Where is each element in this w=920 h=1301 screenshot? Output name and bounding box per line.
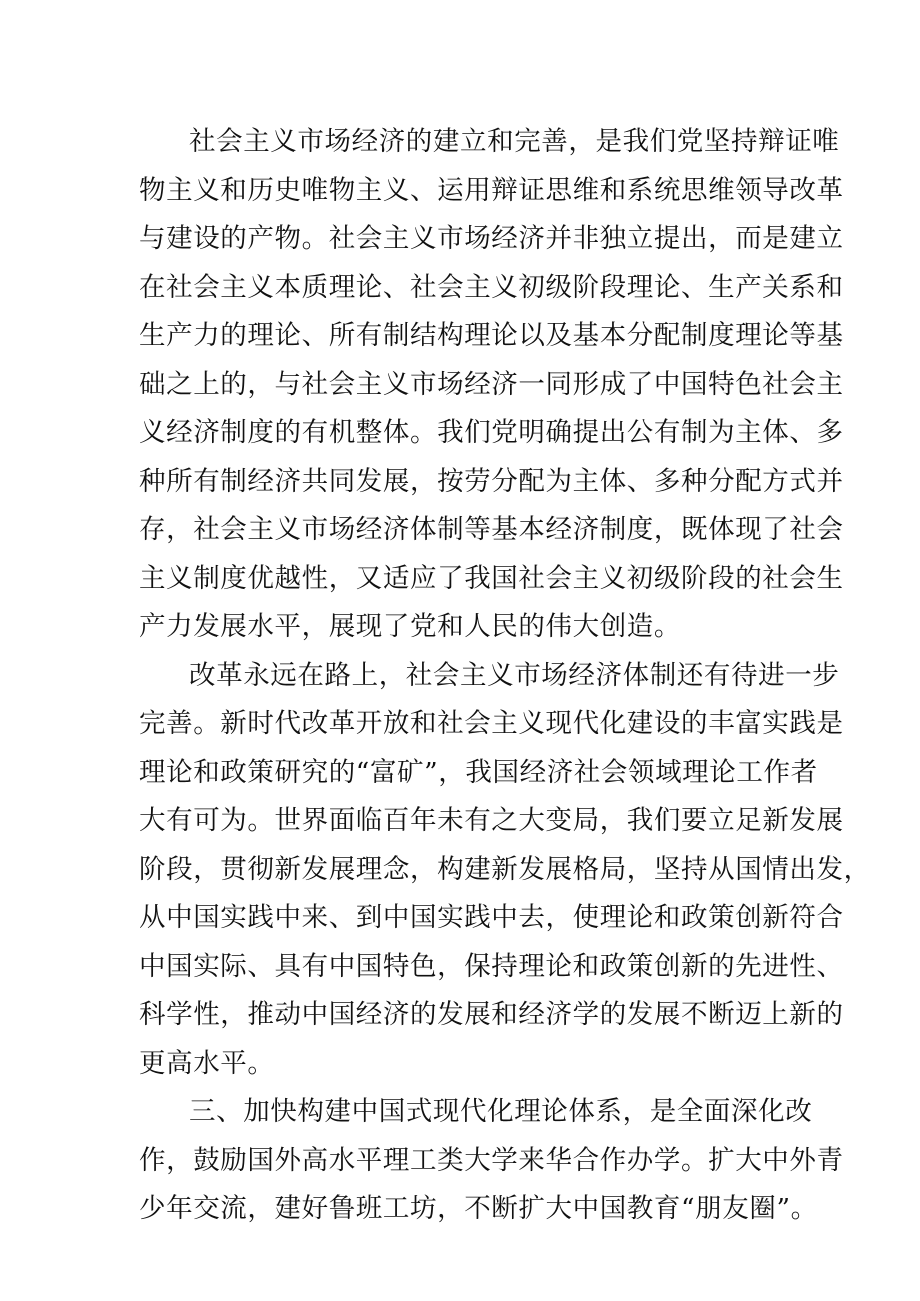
text-line: 少年交流，建好鲁班工坊，不断扩大中国教育“朋友圈”。 — [139, 1193, 818, 1224]
text-line: 理论和政策研究的“富矿”，我国经济社会领域理论工作者 — [139, 756, 818, 788]
text-line: 存，社会主义市场经济体制等基本经济制度，既体现了社会 — [139, 514, 844, 545]
text-line: 三、加快构建中国式现代化理论体系，是全面深化改 — [189, 1096, 813, 1127]
text-line: 从中国实践中来、到中国实践中去，使理论和政策创新符合 — [139, 902, 844, 933]
text-line: 础之上的，与社会主义市场经济一同形成了中国特色社会主 — [139, 368, 844, 400]
text-line: 种所有制经济共同发展，按劳分配为主体、多种分配方式并 — [139, 465, 844, 497]
paragraph-3 — [139, 1088, 844, 1234]
text-line: 与建设的产物。社会主义市场经济并非独立提出，而是建立 — [139, 223, 844, 254]
text-line: 社会主义市场经济的建立和完善，是我们党坚持辩证唯 — [189, 126, 840, 157]
text-line: 完善。新时代改革开放和社会主义现代化建设的丰富实践是 — [139, 708, 844, 739]
text-line: 义经济制度的有机整体。我们党明确提出公有制为主体、多 — [139, 417, 844, 448]
text-line: 作，鼓励国外高水平理工类大学来华合作办学。扩大中外青 — [139, 1144, 844, 1176]
text-line: 生产力的理论、所有制结构理论以及基本分配制度理论等基 — [139, 320, 844, 351]
paragraph-2 — [139, 652, 871, 1089]
text-line: 科学性，推动中国经济的发展和经济学的发展不断迈上新的 — [139, 999, 844, 1030]
text-line: 主义制度优越性，又适应了我国社会主义初级阶段的社会生 — [139, 562, 844, 594]
paragraph-1 — [139, 118, 844, 652]
text-line: 产力发展水平，展现了党和人民的伟大创造。 — [139, 611, 681, 642]
text-line: 改革永远在路上，社会主义市场经济体制还有待进一步 — [189, 659, 840, 691]
text-line: 更高水平。 — [139, 1047, 275, 1079]
text-line: 物主义和历史唯物主义、运用辩证思维和系统思维领导改革 — [139, 174, 844, 206]
text-line: 大有可为。世界面临百年未有之大变局，我们要立足新发展 — [139, 805, 844, 836]
document-body — [139, 118, 871, 1234]
text-line: 中国实际、具有中国特色，保持理论和政策创新的先进性、 — [139, 950, 844, 982]
text-line: 阶段，贯彻新发展理念，构建新发展格局，坚持从国情出发， — [139, 853, 871, 885]
text-line: 在社会主义本质理论、社会主义初级阶段理论、生产关系和 — [139, 271, 844, 303]
